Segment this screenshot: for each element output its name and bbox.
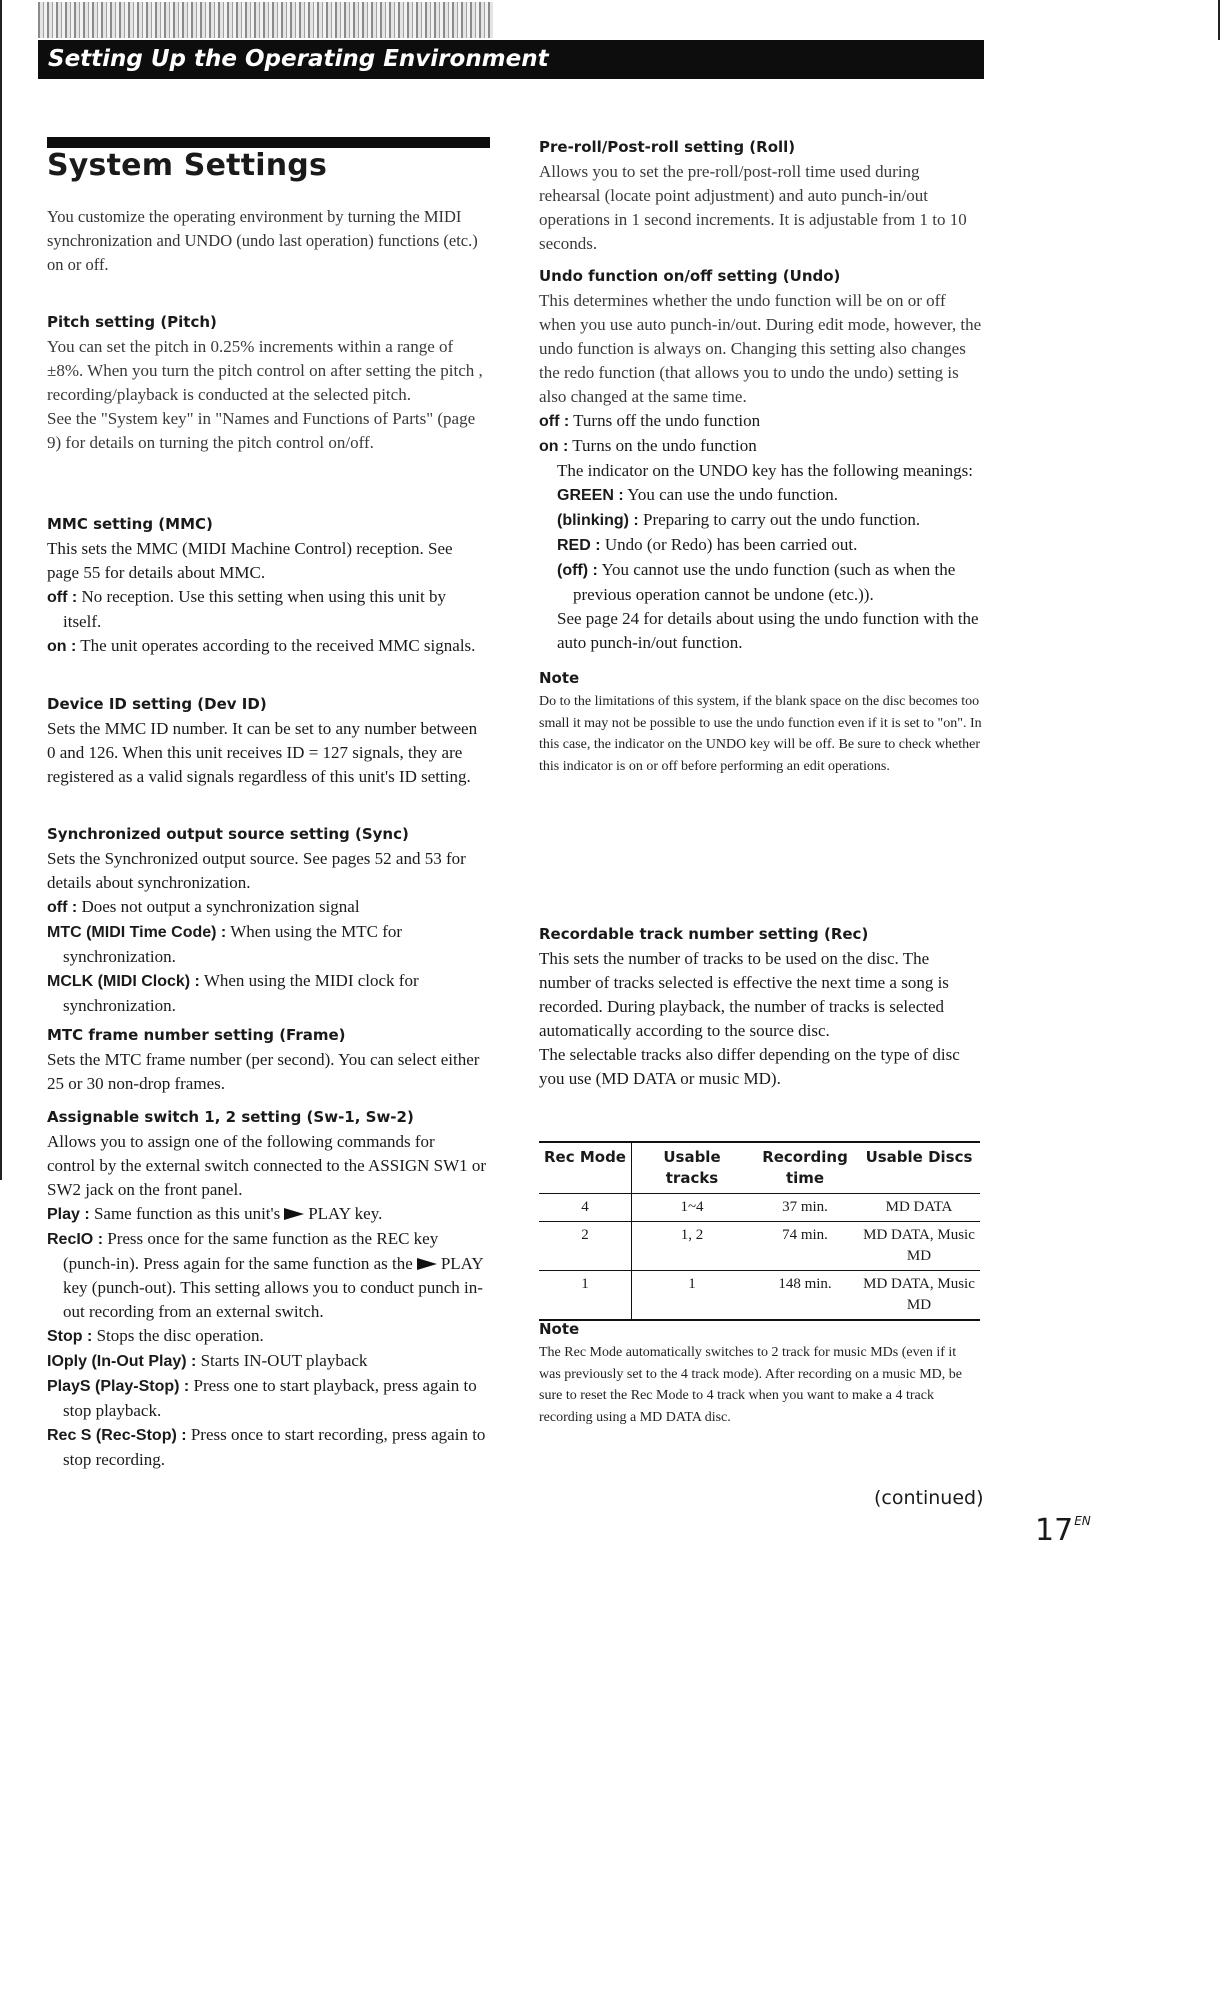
assign-play-option <box>47 1202 487 1227</box>
undo-note-heading: Note <box>539 669 580 687</box>
sync-section <box>47 824 487 1018</box>
roll-paragraph: Allows you to set the pre-roll/post-roll time used during rehearsal (locate point adjustment) and auto punch-in/out operations in 1 second increments. It is adjustable from 1 to 10 seconds. <box>539 162 967 253</box>
option-label: PlayS (Play-Stop) : <box>47 1378 190 1395</box>
option-text: Undo (or Redo) has been carried out. <box>600 535 858 554</box>
pitch-section <box>47 312 487 455</box>
table-cell: 74 min. <box>752 1222 858 1271</box>
table-header-cell: Rec Mode <box>539 1142 632 1194</box>
table-row <box>539 1271 980 1321</box>
mmc-paragraph: This sets the MMC (MIDI Machine Control) reception. See page 55 for details about MMC. <box>47 539 453 582</box>
option-text: Press once for the same function as the REC key (punch-in). Press again for the same function as the <box>63 1229 439 1273</box>
page-title: System Settings <box>47 148 328 183</box>
table-header-cell: Usable tracks <box>632 1142 753 1194</box>
option-text: When using the MTC for synchronization. <box>63 922 403 966</box>
undo-note-text: Do to the limitations of this system, if the blank space on the disc becomes too small it may not be possible to use the undo function even if it is set to "on". In this case, the indicator on the UNDO key will be off. Be sure to check whether this indicator is on or off before performing an edit operations. <box>539 694 982 774</box>
undo-off-option <box>539 409 984 434</box>
sync-paragraph: Sets the Synchronized output source. See pages 52 and 53 for details about synchronization. <box>47 849 466 892</box>
assign-recs-option <box>47 1423 487 1472</box>
rec-note-section <box>539 1320 979 1428</box>
rec-paragraph: This sets the number of tracks to be used on the disc. The number of tracks selected is effective the next time a song is recorded. During playback, the number of tracks is selected automatically according to the source disc. <box>539 949 949 1040</box>
frame-paragraph: Sets the MTC frame number (per second). You can select either 25 or 30 non-drop frames. <box>47 1050 480 1093</box>
table-cell: 1 <box>539 1271 632 1321</box>
table-header-cell: Recording time <box>752 1142 858 1194</box>
pitch-see-paragraph: See the "System key" in "Names and Functions of Parts" (page 9) for details on turning the pitch control on/off. <box>47 409 476 452</box>
assign-stop-option <box>47 1324 487 1349</box>
option-text: Press one to start playback, press again to stop playback. <box>63 1376 477 1420</box>
assign-ioply-option <box>47 1349 487 1374</box>
page-number-value: 17 <box>1035 1513 1074 1548</box>
sync-off-option <box>47 895 487 920</box>
option-text: Does not output a synchronization signal <box>77 897 360 916</box>
assign-section <box>47 1107 487 1472</box>
right-margin-rule <box>1218 0 1220 40</box>
page-language-suffix: EN <box>1074 1514 1091 1528</box>
devid-heading: Device ID setting (Dev ID) <box>47 695 267 713</box>
assign-recio-option <box>47 1227 487 1324</box>
undo-green-option <box>539 483 984 508</box>
rec-disc-paragraph: The selectable tracks also differ depending on the type of disc you use (MD DATA or music MD). <box>539 1045 960 1088</box>
option-label: RED : <box>557 537 601 554</box>
intro-paragraph: You customize the operating environment by turning the MIDI synchronization and UNDO (undo last operation) functions (etc.) on or off. <box>47 207 478 274</box>
option-label: (off) : <box>557 562 598 579</box>
table-cell: 148 min. <box>752 1271 858 1321</box>
table-cell: MD DATA <box>858 1194 980 1222</box>
mmc-off-option <box>47 585 487 634</box>
play-triangle-icon <box>417 1258 437 1270</box>
table-cell: 1, 2 <box>632 1222 753 1271</box>
option-text: You cannot use the undo function (such as when the previous operation cannot be undone (etc.)). <box>573 560 956 604</box>
option-label: MTC (MIDI Time Code) : <box>47 924 227 941</box>
table-row <box>539 1194 980 1222</box>
undo-see-text: See page 24 for details about using the undo function with the auto punch-in/out function. <box>557 609 979 652</box>
table-cell: 37 min. <box>752 1194 858 1222</box>
undo-section <box>539 266 984 777</box>
mmc-section <box>47 514 487 659</box>
option-text: Preparing to carry out the undo function. <box>638 510 921 529</box>
play-triangle-icon <box>284 1208 304 1220</box>
rec-note-text: The Rec Mode automatically switches to 2 track for music MDs (even if it was previously set to the 4 track mode). After recording on a music MD, be sure to reset the Rec Mode to 4 track when you want to make a 4 track recording using a MD DATA disc. <box>539 1345 963 1425</box>
section-header-bar: Setting Up the Operating Environment <box>38 40 984 79</box>
devid-section <box>47 694 487 789</box>
assign-plays-option <box>47 1374 487 1423</box>
left-margin-rule <box>0 0 2 1180</box>
table-cell: 2 <box>539 1222 632 1271</box>
option-text: Turns off the undo function <box>569 411 761 430</box>
table-row <box>539 1222 980 1271</box>
continued-label: (continued) <box>874 1487 984 1509</box>
option-text: Stops the disc operation. <box>92 1326 264 1345</box>
table-cell: 1 <box>632 1271 753 1321</box>
sync-heading: Synchronized output source setting (Sync) <box>47 825 409 843</box>
option-label: on : <box>47 638 77 655</box>
option-label: (blinking) : <box>557 512 639 529</box>
table-header-row <box>539 1142 980 1194</box>
frame-heading: MTC frame number setting (Frame) <box>47 1026 346 1044</box>
option-text: No reception. Use this setting when using this unit by itself. <box>63 587 446 631</box>
option-label: RecIO : <box>47 1231 104 1248</box>
option-text: PLAY key (punch-out). This setting allows you to conduct punch in-out recording from an external switch. <box>63 1254 484 1321</box>
undo-blinking-option <box>539 508 984 533</box>
option-text: Turns on the undo function <box>568 436 757 455</box>
undo-red-option <box>539 533 984 558</box>
option-label: off : <box>539 413 570 430</box>
undo-indicator-text: The indicator on the UNDO key has the following meanings: <box>557 461 973 480</box>
option-label: Rec S (Rec-Stop) : <box>47 1427 187 1444</box>
option-label: Stop : <box>47 1328 93 1345</box>
page-number <box>1035 1513 1091 1548</box>
sync-mtc-option <box>47 920 487 969</box>
undo-on-option <box>539 434 984 459</box>
table-header-cell: Usable Discs <box>858 1142 980 1194</box>
option-text: Press once to start recording, press again to stop recording. <box>63 1425 486 1469</box>
title-rule <box>47 137 490 148</box>
option-label: off : <box>47 899 78 916</box>
rec-mode-table <box>539 1141 980 1321</box>
table-cell: 1~4 <box>632 1194 753 1222</box>
option-text: The unit operates according to the received MMC signals. <box>76 636 476 655</box>
roll-heading: Pre-roll/Post-roll setting (Roll) <box>539 138 796 156</box>
mmc-on-option <box>47 634 487 659</box>
option-label: off : <box>47 589 78 606</box>
undo-off-indicator-option <box>539 558 984 607</box>
option-label: IOply (In-Out Play) : <box>47 1353 197 1370</box>
table-cell: MD DATA, Music MD <box>858 1222 980 1271</box>
assign-paragraph: Allows you to assign one of the following commands for control by the external switch connected to the ASSIGN SW1 or SW2 jack on the front panel. <box>47 1132 487 1199</box>
rec-section <box>539 924 984 1091</box>
option-text: Starts IN-OUT playback <box>196 1351 368 1370</box>
option-text: Same function as this unit's <box>89 1204 281 1223</box>
rec-heading: Recordable track number setting (Rec) <box>539 925 869 943</box>
option-text: When using the MIDI clock for synchronization. <box>63 971 419 1015</box>
table-cell: MD DATA, Music MD <box>858 1271 980 1321</box>
option-label: on : <box>539 438 569 455</box>
option-text: You can use the undo function. <box>623 485 839 504</box>
option-text: PLAY key. <box>308 1204 383 1223</box>
option-label: MCLK (MIDI Clock) : <box>47 973 200 990</box>
table-cell: 4 <box>539 1194 632 1222</box>
rec-note-heading: Note <box>539 1320 580 1338</box>
assign-heading: Assignable switch 1, 2 setting (Sw-1, Sw-2) <box>47 1108 414 1126</box>
option-label: GREEN : <box>557 487 624 504</box>
option-label: Play : <box>47 1206 90 1223</box>
devid-paragraph: Sets the MMC ID number. It can be set to any number between 0 and 126. When this unit receives ID = 127 signals, they are registered as a valid signals regardless of this unit's ID setting. <box>47 719 478 786</box>
pitch-heading: Pitch setting (Pitch) <box>47 313 217 331</box>
frame-section <box>47 1025 487 1096</box>
header-scan-artifact <box>38 2 493 38</box>
undo-paragraph: This determines whether the undo function will be on or off when you use auto punch-in/out. During edit mode, however, the undo function is always on. Changing this setting also changes the redo function (that allows you to undo the undo) setting is also changed at the same time. <box>539 291 982 406</box>
pitch-paragraph: You can set the pitch in 0.25% increments within a range of ±8%. When you turn the pitch control on after setting the pitch , recording/playback is conducted at the selected pitch. <box>47 337 483 404</box>
roll-section <box>539 137 984 256</box>
sync-mclk-option <box>47 969 487 1018</box>
mmc-heading: MMC setting (MMC) <box>47 515 213 533</box>
undo-heading: Undo function on/off setting (Undo) <box>539 267 841 285</box>
